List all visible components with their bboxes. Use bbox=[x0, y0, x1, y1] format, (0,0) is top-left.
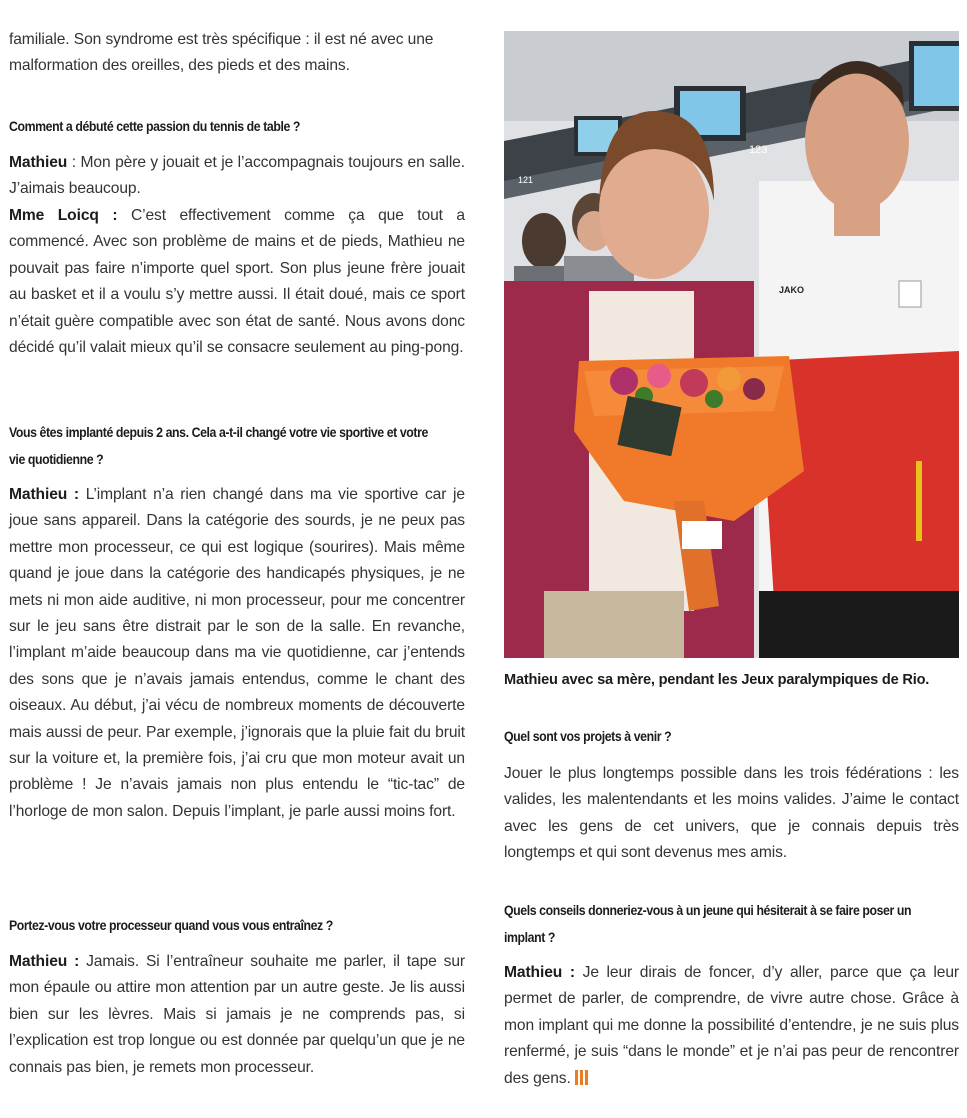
speaker-label: Mathieu : bbox=[504, 964, 575, 981]
article-photo bbox=[504, 31, 959, 658]
speaker-label: Mme Loicq : bbox=[9, 207, 118, 224]
question-heading-conseils: Quels conseils donneriez-vous à un jeune qui hésiterait à se faire poser un implant ? bbox=[504, 903, 912, 945]
question-heading-implant: Vous êtes implanté depuis 2 ans. Cela a-t-il changé votre vie sportive et votre vie quotidienne ? bbox=[9, 425, 428, 467]
answer-text: L’implant n’a rien changé dans ma vie sportive car je joue sans appareil. Dans la catégorie des sourds, je ne peux pas mettre mon processeur, ce qui est logique (sourires). Mais même quand je joue dans la catégorie des handicapés physiques, je ne mets ni mon aide auditive, ni mon processeur, pour me concentrer sur le jeu sans être distrait par le son de la salle. En revanche, l’implant m’aide beaucoup dans ma vie quotidienne, car j’entends des sons que je n’avais jamais entendus, comme le chant des oiseaux. Au début, j’ai vécu de nombreux moments de découverte mais aussi de peur. Par exemple, j’ignorais que la pluie fait du bruit sur la voiture et, la première fois, j’ai cru que mon moteur avait un problème ! Je n’avais jamais non plus entendu le “tic-tac” de l’horloge de mon salon. Depuis l’implant, je parle aussi moins fort. bbox=[9, 486, 465, 820]
answer-mathieu-conseils bbox=[504, 960, 959, 1094]
answer-text: Je leur dirais de foncer, d’y aller, parce que ça leur permet de parler, de comprendre, de vivre autre chose. Grâce à mon implant qui me donne la possibilité d’entendre, je ne suis plus renfermé, je suis “dans le monde” et je n’ai pas peur de rencontrer des gens. bbox=[504, 964, 959, 1087]
answer-text: Jamais. Si l’entraîneur souhaite me parler, il tape sur mon épaule ou attire mon attention par un autre geste. Je lis aussi bien sur les lèvres. Mais si jamais je ne comprends pas, si l’explication est trop longue ou est donnée par quelqu’un que je ne connais pas bien, je remets mon processeur. bbox=[9, 953, 465, 1076]
monitor-icon bbox=[909, 41, 959, 111]
answer-mathieu-passion bbox=[9, 150, 465, 203]
jacket-brand-label: JAKO bbox=[779, 285, 805, 295]
question-heading-projets: Quel sont vos projets à venir ? bbox=[504, 729, 672, 744]
screen-number: 123 bbox=[749, 144, 768, 156]
question-heading-passion: Comment a débuté cette passion du tennis de table ? bbox=[9, 119, 301, 134]
answer-text: C’est effectivement comme ça que tout a commencé. Avec son problème de mains et de pieds, Mathieu ne pouvait pas faire n’importe quel sport. Son plus jeune frère jouait au basket et il a voulu s’y mettre aussi. Il était doué, mais ce sport n’était guère compatible avec son état de santé. Nous avons donc décidé qu’il valait mieux qu’il se consacre seulement au ping-pong. bbox=[9, 207, 465, 357]
article-end-icon bbox=[575, 1068, 590, 1094]
answer-mathieu-processeur bbox=[9, 949, 465, 1081]
intro-paragraph: familiale. Son syndrome est très spécifique : il est né avec une malformation des oreilles, des pieds et des mains. bbox=[9, 31, 434, 75]
answer-text: : Mon père y jouait et je l’accompagnais toujours en salle. J’aimais beaucoup. bbox=[9, 154, 465, 198]
speaker-label: Mathieu : bbox=[9, 953, 80, 970]
speaker-label: Mathieu bbox=[9, 154, 68, 171]
photo-illustration bbox=[504, 31, 959, 658]
photo-caption: Mathieu avec sa mère, pendant les Jeux paralympiques de Rio. bbox=[504, 672, 930, 688]
screen-number: 121 bbox=[518, 175, 534, 185]
answer-projets: Jouer le plus longtemps possible dans les trois fédérations : les valides, les malentendants et les moins valides. J’aime le contact avec les gens de cet univers, que je connais depuis très longtemps et qui sont devenus mes amis. bbox=[504, 765, 959, 862]
answer-mathieu-implant bbox=[9, 482, 465, 825]
speaker-label: Mathieu : bbox=[9, 486, 80, 503]
question-heading-processeur: Portez-vous votre processeur quand vous vous entraînez ? bbox=[9, 918, 333, 933]
answer-mme-loicq bbox=[9, 203, 465, 361]
